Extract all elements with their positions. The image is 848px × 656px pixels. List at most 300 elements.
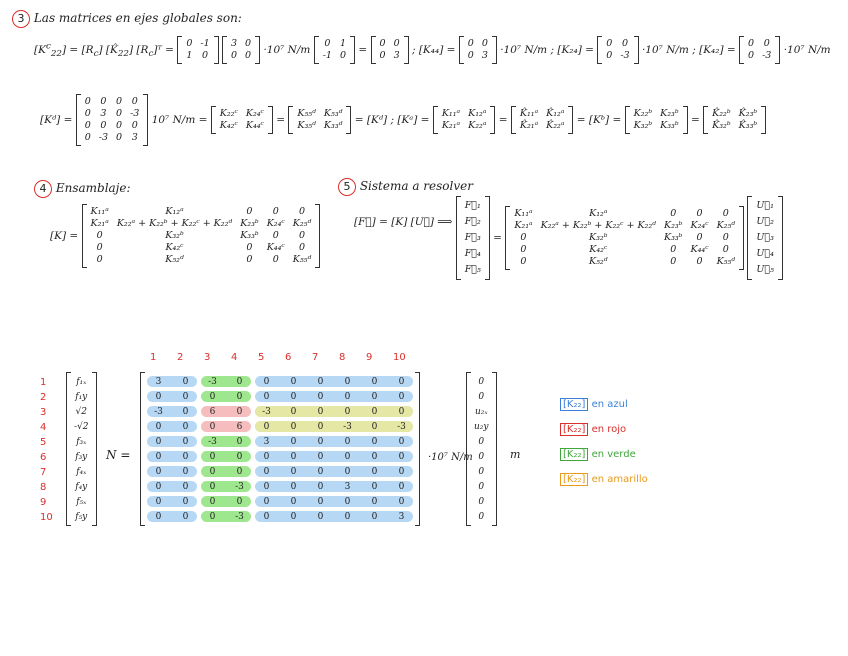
vector-entry: f₅y	[75, 511, 88, 522]
matrix-cells	[516, 108, 569, 132]
legend-key: [K₂₂]	[560, 423, 588, 436]
matrix-cell: K̂₂₂ᵇ	[712, 108, 731, 119]
vector-entry: 0	[478, 466, 485, 477]
vector-entry: f₁y	[75, 391, 88, 402]
matrix-cell: K̂₂₁ᵃ	[519, 120, 539, 131]
big-matrix-cell: 0	[182, 481, 189, 492]
matrix-cell: 0	[763, 38, 770, 49]
big-matrix-cell: 0	[290, 376, 297, 387]
matrix-kd	[76, 96, 149, 144]
big-matrix-cell: 0	[317, 406, 324, 417]
matrix-k-assembled	[82, 206, 321, 266]
big-matrix-cell: 0	[209, 391, 216, 402]
matrix-cell: K₃₂ᵇ	[589, 232, 608, 243]
matrix-cell: K₂₃ᵇ	[663, 220, 683, 231]
big-matrix-cell: 0	[263, 466, 270, 477]
matrix-cell: 0	[96, 230, 103, 241]
matrix-cell: K₃₃ᵇ	[663, 232, 683, 243]
big-matrix-cell: -3	[235, 511, 244, 522]
column-index: 8	[339, 352, 346, 363]
assembly-lhs: [K] =	[50, 230, 79, 242]
matrix-cell: 3	[231, 38, 238, 49]
matrix-cell: 0	[339, 50, 347, 61]
matrix-rc-transpose	[314, 38, 355, 62]
matrix-cell: 0	[670, 208, 677, 219]
big-matrix-cell: 0	[155, 421, 162, 432]
row-index: 6	[40, 452, 47, 463]
matrix-cell: K₂₃ᵇ	[660, 108, 679, 119]
column-index: 10	[393, 352, 406, 363]
column-index: 3	[204, 352, 211, 363]
big-matrix-cell: 0	[182, 466, 189, 477]
big-matrix-cell: 0	[344, 391, 351, 402]
vector-entry: f₄ₓ	[76, 466, 87, 477]
row-index: 4	[40, 422, 47, 433]
row-index: 2	[40, 392, 47, 403]
matrix-cell: 0	[606, 50, 613, 61]
matrix-cell: K₃₂ᵇ	[165, 230, 184, 241]
matrix-cell: 0	[246, 206, 253, 217]
big-matrix-wrap	[140, 374, 420, 524]
matrix-cell: 0	[116, 96, 123, 107]
row-index: 3	[40, 407, 47, 418]
vector-entry: 0	[478, 376, 485, 387]
eq1-rc-sub: c	[93, 49, 99, 60]
eq1-mid-sub: 22	[117, 49, 129, 60]
vector-entry: f₅ₓ	[76, 496, 87, 507]
matrix-cell: 0	[272, 230, 279, 241]
big-matrix-cell: 0	[371, 436, 378, 447]
section-4-header	[34, 180, 131, 198]
matrix-cell: 0	[393, 38, 400, 49]
eq2-k42-label: [K₄₂] =	[699, 44, 736, 56]
big-matrix-cell: 0	[398, 481, 405, 492]
big-matrix-cell: 0	[263, 496, 270, 507]
big-matrix-cell: 0	[290, 466, 297, 477]
matrix-rc	[177, 38, 218, 62]
big-matrix-cell: 0	[398, 406, 405, 417]
block-d	[511, 108, 574, 132]
big-matrix-cell: 0	[290, 406, 297, 417]
section-4-title: Ensamblaje:	[55, 181, 131, 195]
matrix-cell: K̂₂₃ᵇ	[738, 108, 758, 119]
big-matrix-cell: 0	[344, 496, 351, 507]
matrix-cell: 0	[379, 50, 386, 61]
matrix-cell: K₂₂ᵃ + K₂₂ᵇ + K₂₂ᶜ + K₂₂ᵈ	[540, 220, 656, 231]
big-matrix-cell: 0	[317, 391, 324, 402]
big-matrix-cell: 0	[344, 511, 351, 522]
vector-entry: u₂ₓ	[474, 406, 488, 417]
n-label: N =	[106, 448, 131, 462]
big-matrix-cell: 0	[236, 376, 243, 387]
vector-entry: 0	[478, 511, 485, 522]
eq1-lhs: [K	[34, 44, 46, 56]
big-matrix	[140, 374, 420, 524]
block-f	[703, 108, 766, 132]
vector-entry: f₃ₓ	[76, 436, 87, 447]
matrix-cell: K₃₃ᵈ	[323, 120, 343, 131]
section-3-title: Las matrices en ejes globales son:	[33, 11, 242, 25]
vector-cell: F⃗₂	[464, 216, 481, 227]
matrix-cell: K₂₁ᵃ	[441, 120, 461, 131]
big-matrix-cell: 0	[182, 496, 189, 507]
matrix-cell: 0	[84, 132, 91, 143]
big-matrix-cell: 0	[371, 511, 378, 522]
big-matrix-cell: 0	[398, 436, 405, 447]
big-matrix-cell: 0	[236, 391, 243, 402]
matrix-cell: K₄₄ᶜ	[266, 242, 285, 253]
matrix-k-system	[505, 208, 744, 268]
matrix-cell: 0	[696, 232, 703, 243]
section-5-number: 5	[338, 178, 356, 196]
vector-cells	[461, 198, 485, 278]
equation-kd: [Kᵈ] = 0 0 0 0 0 3 0 -3 0 0 0 0 0 -3 0 3 10⁷ N/m = K₂₂ᶜ K₂₄ᶜ K₄₂ᶜ K₄₄ᶜ = K₅₅ᵈ K₅₃ᵈ K₃₅ᵈ K₃₃ᵈ = [Kᵈ] ; [Kᵃ] = K₁₁ᵃ K₁₂ᵃ K₂₁ᵃ K₂₂ᵃ = K̂₁₁ᵃ K̂₁₂ᵃ K̂₂₁ᵃ K̂₂₂ᵃ = [Kᵇ] = K₂₂ᵇ K₂₃ᵇ K₃₂ᵇ K₃₃ᵇ = K̂₂₂ᵇ K̂₂₃ᵇ K̂₃₂ᵇ K̂₃₃ᵇ	[40, 96, 766, 144]
matrix-cell: K̂₃₃ᵇ	[738, 120, 758, 131]
m-unit: m	[510, 448, 521, 461]
big-matrix-cell: 0	[209, 451, 216, 462]
big-matrix-cell: 0	[209, 421, 216, 432]
big-matrix-cell: 0	[371, 376, 378, 387]
big-matrix-cell: 0	[317, 496, 324, 507]
big-matrix-cell: 0	[344, 376, 351, 387]
section-5-header	[338, 178, 473, 196]
big-matrix-cell: 0	[317, 481, 324, 492]
matrix-cell: 0	[606, 38, 613, 49]
big-matrix-cell: 0	[182, 406, 189, 417]
big-matrix-cell: 0	[209, 496, 216, 507]
matrix-cell: 0	[467, 38, 474, 49]
big-matrix-cell: 0	[344, 406, 351, 417]
matrix-cell: -1	[200, 38, 210, 49]
matrix-cells	[216, 108, 268, 132]
vector-u	[747, 198, 783, 278]
matrix-cell: K₂₂ᵃ	[468, 120, 487, 131]
block-a	[211, 108, 273, 132]
vector-entry: f₁ₓ	[76, 376, 87, 387]
big-matrix-cell: 0	[290, 481, 297, 492]
big-matrix-cell: 0	[209, 481, 216, 492]
row-index: 5	[40, 437, 47, 448]
matrix-cell: 0	[696, 256, 703, 267]
matrix-cell: 0	[696, 208, 703, 219]
big-matrix-cell: 0	[236, 496, 243, 507]
matrix-cells	[182, 38, 213, 62]
big-matrix-cell: 0	[398, 496, 405, 507]
matrix-cell: 0	[670, 244, 677, 255]
big-matrix-cell: 0	[290, 511, 297, 522]
big-matrix-cell: -3	[343, 421, 352, 432]
matrix-cell: K₃₃ᵇ	[660, 120, 679, 131]
big-matrix-table	[145, 374, 415, 524]
eq3-lhs: [Kᵈ] =	[40, 114, 73, 126]
column-index: 5	[258, 352, 265, 363]
row-index: 10	[40, 512, 53, 523]
matrix-cell: 3	[100, 108, 107, 119]
matrix-cell: 1	[186, 50, 193, 61]
big-matrix-cell: 0	[290, 421, 297, 432]
legend-key: [K₂₂]	[560, 473, 588, 486]
big-matrix-cell: 0	[371, 391, 378, 402]
matrix-cell: -3	[98, 132, 109, 143]
matrix-cell: K₅₂ᵈ	[165, 254, 184, 265]
matrix-cell: K₂₂ᵃ + K₂₂ᵇ + K₂₂ᶜ + K₂₂ᵈ	[116, 218, 233, 229]
eq1-rt: ] [R	[129, 44, 149, 56]
matrix-cell: K₂₁ᵃ	[90, 218, 109, 229]
big-matrix-cell: 0	[236, 451, 243, 462]
matrix-cell: 0	[481, 38, 488, 49]
big-matrix-cell: 3	[398, 511, 405, 522]
matrix-k44	[459, 38, 497, 62]
eq3-text-1: = [Kᵈ] ; [Kᵃ] =	[354, 114, 430, 126]
big-matrix-cell: 0	[263, 451, 270, 462]
big-matrix-cell: -3	[262, 406, 271, 417]
big-matrix-cell: 0	[398, 376, 405, 387]
eq2-k44-unit: ·10⁷ N/m ;	[500, 44, 555, 56]
system-equation: [F⃗] = [K] [U⃗] ⟹ F⃗₁ F⃗₂ F⃗₃ F⃗₄ F⃗₅ = K₁₁ᵃ K₁₂ᵃ 0 0 0 K₂₁ᵃ K₂₂ᵃ + K₂₂ᵇ + K₂₂ᶜ + K₂₂ᵈ K₂₃ᵇ K₂₄ᶜ K₂₅ᵈ 0 K₃₂ᵇ K₃₃ᵇ 0 0 0 K₄₂ᶜ 0 K₄₄ᶜ 0 0 K₅₂ᵈ 0 0 K₅₅ᵈ U⃗₁ U⃗₂ U⃗₃ U⃗₄ U⃗₅	[354, 198, 783, 278]
big-matrix-cell: 0	[263, 391, 270, 402]
matrix-cell: 0	[670, 256, 677, 267]
color-legend	[560, 398, 648, 498]
matrix-cell: 0	[272, 254, 279, 265]
matrix-cells	[438, 108, 491, 132]
big-matrix-cell: 0	[236, 406, 243, 417]
matrix-cell: 0	[245, 50, 252, 61]
matrix-cell: 0	[116, 120, 123, 131]
matrix-cell: 0	[748, 38, 755, 49]
block-b	[288, 108, 351, 132]
matrix-cell: 0	[299, 230, 306, 241]
matrix-cell: 0	[722, 232, 729, 243]
matrix-cells	[464, 38, 492, 62]
big-matrix-cell: 0	[290, 496, 297, 507]
big-matrix-cell: 0	[371, 481, 378, 492]
matrix-cell: 0	[116, 132, 123, 143]
matrix-cell: 0	[520, 244, 527, 255]
section-5-title: Sistema a resolver	[359, 179, 473, 193]
matrix-cell: K₄₂ᶜ	[219, 120, 238, 131]
vector-entry: f₃y	[75, 451, 88, 462]
vector-f	[456, 198, 490, 278]
matrix-cell: K₄₄ᶜ	[690, 244, 709, 255]
matrix-cell: K₁₁ᵃ	[90, 206, 109, 217]
vector-entry: 0	[478, 481, 485, 492]
matrix-cell: 3	[481, 50, 488, 61]
matrix-cell: K₅₃ᵈ	[323, 108, 343, 119]
column-index: 2	[177, 352, 184, 363]
matrix-cell: 0	[131, 96, 138, 107]
matrix-cell: 0	[722, 244, 729, 255]
matrix-cell: K₄₄ᶜ	[245, 120, 264, 131]
big-matrix-cell: 0	[263, 511, 270, 522]
matrix-k22-local	[222, 38, 260, 62]
matrix-cells	[293, 108, 346, 132]
matrix-cell: K₅₅ᵈ	[716, 256, 736, 267]
legend-key: [K₂₂]	[560, 448, 588, 461]
big-matrix-cell: 0	[263, 421, 270, 432]
vector-cell: U⃗₁	[756, 200, 774, 211]
block-e	[625, 108, 688, 132]
big-matrix-cell: 0	[371, 406, 378, 417]
matrix-cell: 3	[131, 132, 138, 143]
matrix-cell: K₃₃ᵇ	[240, 230, 259, 241]
big-matrix-cell: 6	[209, 406, 216, 417]
matrix-cell: K₂₂ᵇ	[633, 108, 653, 119]
eq2-k24-unit: ·10⁷ N/m ;	[641, 44, 696, 56]
legend-entry	[560, 398, 648, 411]
big-matrix-cell: 0	[398, 466, 405, 477]
big-matrix-cell: -3	[208, 376, 217, 387]
vector-cell: U⃗₂	[756, 216, 774, 227]
matrix-cell: 0	[520, 232, 527, 243]
eq1-lhs-sup: c	[45, 41, 51, 52]
matrix-cell: 0	[100, 120, 107, 131]
matrix-cell: 0	[131, 120, 138, 131]
big-matrix-cell: 0	[182, 391, 189, 402]
big-matrix-cell: 0	[182, 436, 189, 447]
legend-text: en azul	[588, 399, 628, 410]
matrix-cell: 3	[393, 50, 400, 61]
vector-cell: U⃗₃	[756, 232, 774, 243]
matrix-cell: K₂₅ᵈ	[292, 218, 312, 229]
matrix-cells	[319, 38, 350, 62]
big-matrix-cell: 0	[182, 511, 189, 522]
matrix-cell: K₂₄ᶜ	[690, 220, 709, 231]
big-matrix-cell: 0	[155, 466, 162, 477]
matrix-cell: 0	[96, 254, 103, 265]
matrix-cell: 0	[96, 242, 103, 253]
numeric-system	[0, 352, 848, 552]
row-index: 9	[40, 497, 47, 508]
matrix-cell: 0	[621, 38, 628, 49]
matrix-cell: 0	[467, 50, 474, 61]
section-4-number: 4	[34, 180, 52, 198]
matrix-cell: K₄₂ᶜ	[165, 242, 184, 253]
displacement-vector-wrap	[466, 374, 497, 524]
big-matrix-cell: 0	[398, 451, 405, 462]
legend-entry	[560, 473, 648, 486]
matrix-k22-global	[371, 38, 409, 62]
matrix-cell: 0	[299, 242, 306, 253]
vector-entry: -√2	[74, 421, 89, 432]
big-matrix-cell: 0	[182, 376, 189, 387]
big-matrix-cell: 0	[344, 436, 351, 447]
matrix-cell: K₂₁ᵃ	[514, 220, 533, 231]
matrix-cells	[227, 38, 255, 62]
matrix-cell: 0	[84, 108, 91, 119]
matrix-cell: K̂₁₁ᵃ	[519, 108, 539, 119]
matrix-cell: 0	[520, 256, 527, 267]
matrix-cell: 0	[748, 50, 755, 61]
forces-vector	[66, 374, 97, 524]
section-3-number: 3	[12, 10, 30, 28]
vector-cell: F⃗₄	[464, 248, 481, 259]
assembly-equation	[50, 206, 320, 266]
legend-text: en verde	[588, 449, 636, 460]
matrix-cell: K₂₅ᵈ	[716, 220, 736, 231]
eq3-text-2: = [Kᵇ] =	[576, 114, 622, 126]
big-matrix-cell: 0	[155, 436, 162, 447]
matrix-cell: K̂₂₂ᵃ	[546, 120, 565, 131]
matrix-cells	[510, 208, 739, 268]
vector-cell: F⃗₅	[464, 264, 481, 275]
big-matrix-cell: 0	[155, 451, 162, 462]
matrix-cells	[708, 108, 761, 132]
big-matrix-unit: ·10⁷ N/m	[428, 452, 473, 463]
eq1-tail: ]ᵀ =	[153, 44, 174, 56]
eq2-k44-label: ; [K₄₄] =	[411, 44, 456, 56]
big-matrix-cell: 0	[155, 481, 162, 492]
matrix-cell: K₂₄ᶜ	[245, 108, 264, 119]
matrix-cell: K₄₂ᶜ	[589, 244, 608, 255]
eq2-k24-label: [K₂₄] =	[557, 44, 594, 56]
matrix-cell: -1	[322, 50, 332, 61]
matrix-cell: K̂₃₂ᵇ	[712, 120, 731, 131]
big-matrix-cell: 3	[263, 436, 270, 447]
vector-entry: 0	[478, 436, 485, 447]
column-index: 9	[366, 352, 373, 363]
big-matrix-cell: -3	[235, 481, 244, 492]
row-index: 1	[40, 377, 47, 388]
matrix-cell: 0	[84, 96, 91, 107]
row-index: 8	[40, 482, 47, 493]
legend-entry	[560, 448, 648, 461]
matrix-cell: 0	[84, 120, 91, 131]
eq1-rt-sub: c	[148, 49, 154, 60]
big-matrix-cell: 0	[317, 421, 324, 432]
big-matrix-cell: -3	[208, 436, 217, 447]
column-index: 1	[150, 352, 157, 363]
big-matrix-cell: 0	[317, 436, 324, 447]
big-matrix-cell: -3	[154, 406, 163, 417]
big-matrix-cell: 0	[317, 511, 324, 522]
column-index: 4	[231, 352, 238, 363]
matrix-cell: 0	[231, 50, 238, 61]
vector-entry: 0	[478, 391, 485, 402]
big-matrix-cell: 0	[317, 451, 324, 462]
matrix-cell: 0	[299, 206, 306, 217]
big-matrix-cell: 0	[236, 466, 243, 477]
matrix-cell: K₅₅ᵈ	[292, 254, 312, 265]
big-matrix-cell: 6	[236, 421, 243, 432]
matrix-cell: -3	[762, 50, 772, 61]
vector-entry: f₄y	[75, 481, 88, 492]
big-matrix-cell: 0	[371, 496, 378, 507]
vector-cell: U⃗₄	[756, 248, 774, 259]
matrix-cells	[630, 108, 683, 132]
matrix-cells	[602, 38, 633, 62]
big-matrix-cell: 3	[344, 481, 351, 492]
matrix-cell: K₂₂ᶜ	[219, 108, 238, 119]
big-matrix-cell: 0	[290, 391, 297, 402]
matrix-cell: K₁₁ᵃ	[441, 108, 461, 119]
system-eq-text: [F⃗] = [K] [U⃗] ⟹	[354, 216, 453, 228]
matrix-cell: K₁₂ᵃ	[589, 208, 608, 219]
matrix-cells	[744, 38, 775, 62]
big-matrix-cell: 0	[155, 391, 162, 402]
forces-vector-wrap	[66, 374, 97, 524]
matrix-k24	[597, 38, 638, 62]
eq2-k42-unit: ·10⁷ N/m	[783, 44, 831, 56]
vector-entry: u₂y	[474, 421, 489, 432]
column-index: 6	[285, 352, 292, 363]
eq1-mid: ] [K̂	[98, 44, 118, 56]
big-matrix-cell: 0	[371, 466, 378, 477]
vector-entry: 0	[478, 496, 485, 507]
matrix-cell: 0	[324, 38, 331, 49]
big-matrix-cell: 0	[290, 451, 297, 462]
matrix-cell: 0	[379, 38, 386, 49]
matrix-cells	[376, 38, 404, 62]
